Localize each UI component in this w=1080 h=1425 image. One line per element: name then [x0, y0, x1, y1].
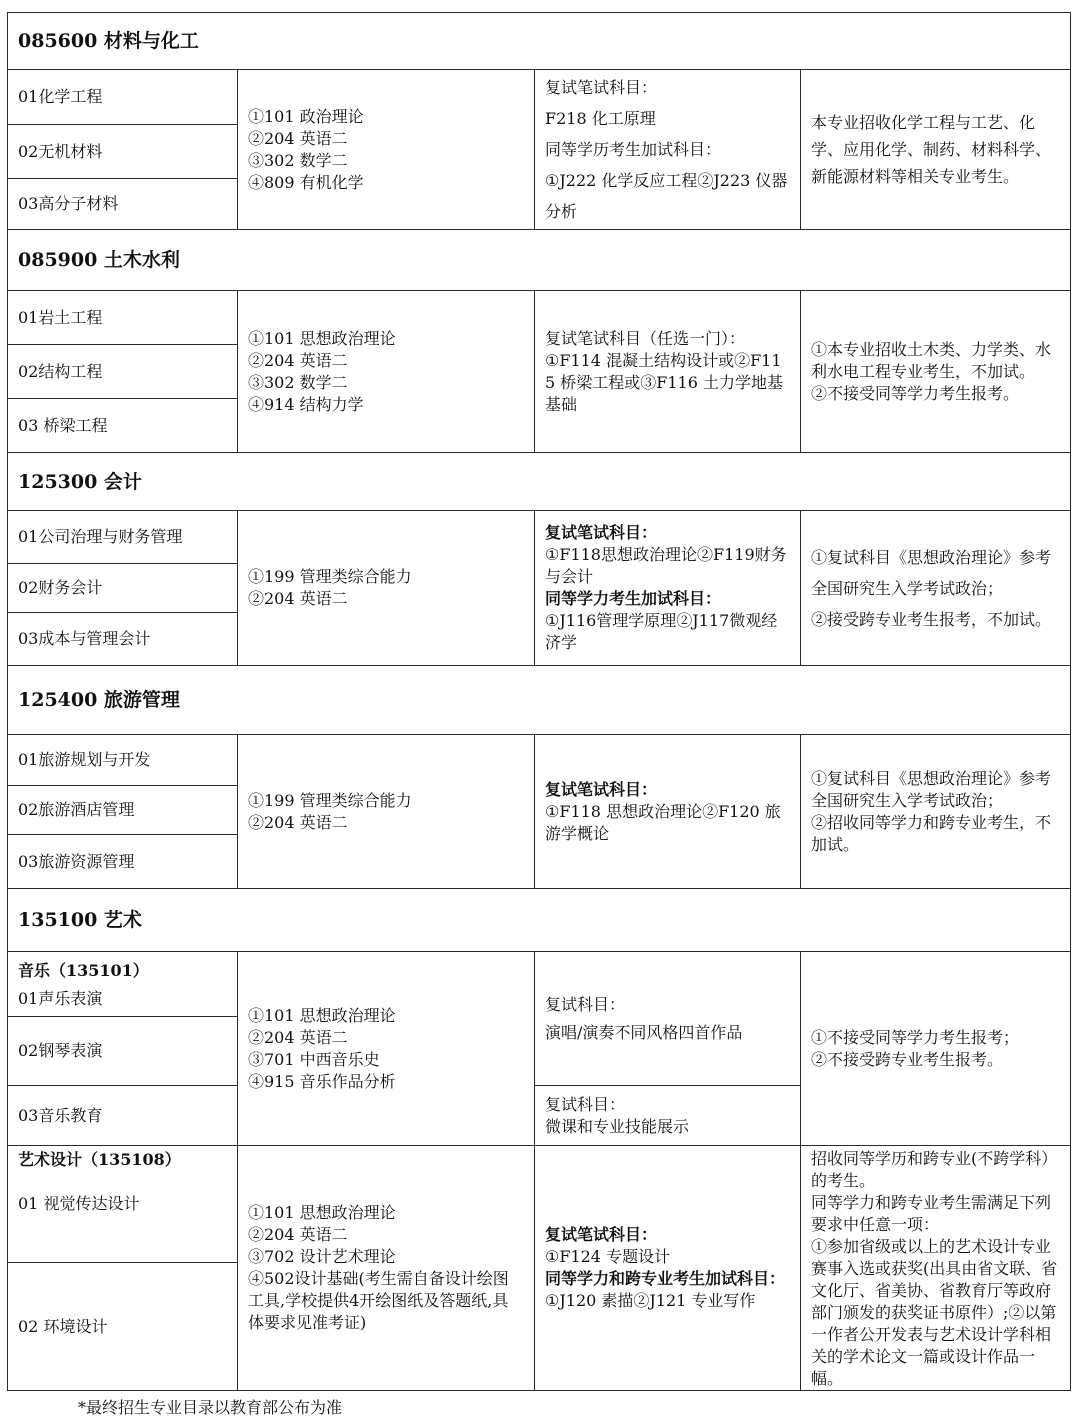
- subject-cell: 03成本与管理会计: [8, 613, 238, 666]
- exam-item: ①101 思想政治理论: [248, 1203, 396, 1222]
- exam-item: ④915 音乐作品分析: [248, 1071, 396, 1091]
- exam-item: ②204 英语二: [248, 128, 348, 148]
- exam-item: ③302 数学二: [248, 150, 348, 170]
- exam-item: ③701 中西音乐史: [248, 1049, 380, 1069]
- subject-name: 01 视觉传达设计: [18, 1194, 140, 1213]
- exam-item: ①101 思想政治理论: [248, 328, 396, 348]
- note-item: ①不接受同等学力考生报考；: [811, 1027, 1020, 1047]
- retest-label: 复试笔试科目（任选一门）：: [545, 328, 746, 348]
- retest-cell: [535, 70, 801, 230]
- notes-cell: 本专业招收化学工程与工艺、化学、应用化学、制药、材料科学、新能源材料等相关专业考生。: [801, 70, 1071, 230]
- note-item: 招收同等学历和跨专业(不跨学科）的考生。: [811, 1149, 1058, 1190]
- section-header-row: [8, 230, 1071, 291]
- retest-subject: ①F114 混凝土结构设计或②F115 桥梁工程或③F116 土力学地基基础: [545, 350, 783, 414]
- retest-cell: [535, 1146, 801, 1391]
- exam-item: ④809 有机化学: [248, 172, 364, 192]
- notes-cell: [801, 1146, 1071, 1391]
- note-item: ①本专业招收土木类、力学类、水利水电工程专业考生，不加试。: [811, 339, 1052, 381]
- retest-label: 复试科目：: [545, 1094, 626, 1114]
- exam-subjects-cell: [238, 70, 535, 230]
- retest-label: 复试笔试科目：: [545, 523, 658, 542]
- extra-test-label: 同等学历考生加试科目：: [545, 140, 722, 159]
- retest-cell: [535, 291, 801, 453]
- retest-subject: ①F118 思想政治理论②F120 旅游学概论: [545, 801, 781, 843]
- extra-test-subject: ①J120 素描②J121 专业写作: [545, 1291, 756, 1310]
- retest-subject: ①F124 专题设计: [545, 1247, 671, 1266]
- subject-cell: [8, 1146, 238, 1263]
- section-title: 125400 旅游管理: [8, 666, 1071, 735]
- subject-cell: [8, 952, 238, 1017]
- footnote: *最终招生专业目录以教育部公布为准: [78, 1398, 343, 1417]
- retest-cell: [535, 735, 801, 889]
- note-item: ②招收同等学力和跨专业考生，不加试。: [811, 812, 1052, 854]
- note-item: 同等学力和跨专业考生需满足下列要求中任意一项：: [811, 1193, 1052, 1234]
- section-header-row: [8, 453, 1071, 511]
- exam-item: ④914 结构力学: [248, 394, 364, 414]
- exam-item: ③302 数学二: [248, 372, 348, 392]
- subject-cell: 01岩土工程: [8, 291, 238, 345]
- exam-item: ②204 英语二: [248, 589, 348, 608]
- notes-cell: [801, 291, 1071, 453]
- exam-item: ③702 设计艺术理论: [248, 1247, 396, 1266]
- extra-test-subject: ①J222 化学反应工程②J223 仪器分析: [545, 171, 788, 221]
- retest-label: 复试笔试科目：: [545, 78, 658, 97]
- design-group-title: 艺术设计（135108）: [18, 1150, 181, 1169]
- extra-test-label: 同等学力考生加试科目：: [545, 589, 722, 608]
- section-header-row: [8, 666, 1071, 735]
- section-header-row: [8, 889, 1071, 952]
- note-item: ②不接受跨专业考生报考。: [811, 1049, 1004, 1069]
- note-item: ①复试科目《思想政治理论》参考全国研究生入学考试政治；: [811, 547, 1052, 598]
- section-title: 085600 材料与化工: [8, 13, 1071, 70]
- admission-catalog-table: [7, 12, 1071, 1391]
- extra-test-label: 同等学力和跨专业考生加试科目：: [545, 1269, 786, 1288]
- table-row: [8, 291, 1071, 345]
- extra-test-subject: ①J116管理学原理②J117微观经济学: [545, 611, 778, 652]
- exam-item: ②204 英语二: [248, 1225, 348, 1244]
- subject-cell: 01化学工程: [8, 70, 238, 125]
- notes-cell: [801, 952, 1071, 1146]
- note-item: ②不接受同等学力考生报考。: [811, 383, 1020, 403]
- subject-cell: 02财务会计: [8, 564, 238, 613]
- subject-cell: 01公司治理与财务管理: [8, 511, 238, 564]
- subject-cell: 03音乐教育: [8, 1086, 238, 1146]
- exam-item: ②204 英语二: [248, 350, 348, 370]
- retest-cell: [535, 511, 801, 666]
- exam-item: ①101 政治理论: [248, 106, 364, 126]
- retest-cell: [535, 952, 801, 1086]
- section-header-row: [8, 13, 1071, 70]
- exam-subjects-cell: [238, 291, 535, 453]
- exam-subjects-cell: [238, 1146, 535, 1391]
- subject-cell: 02旅游酒店管理: [8, 786, 238, 835]
- note-item: ①复试科目《思想政治理论》参考全国研究生入学考试政治；: [811, 768, 1052, 810]
- exam-item: ④502设计基础(考生需自备设计绘图工具,学校提供4开绘图纸及答题纸,具体要求见准考证): [248, 1269, 509, 1332]
- retest-subject: 微课和专业技能展示: [545, 1116, 690, 1136]
- exam-item: ①199 管理类综合能力: [248, 567, 412, 586]
- subject-cell: 02结构工程: [8, 345, 238, 399]
- exam-subjects-cell: [238, 511, 535, 666]
- subject-cell: 02 环境设计: [8, 1263, 238, 1391]
- retest-label: 复试科目：: [545, 994, 626, 1014]
- subject-cell: 02钢琴表演: [8, 1017, 238, 1086]
- note-item: ②接受跨专业考生报考，不加试。: [811, 609, 1052, 629]
- section-title: 085900 土木水利: [8, 230, 1071, 291]
- table-row: [8, 70, 1071, 125]
- exam-item: ②204 英语二: [248, 1027, 348, 1047]
- notes-cell: [801, 735, 1071, 889]
- table-row: [8, 952, 1071, 1017]
- exam-subjects-cell: [238, 952, 535, 1146]
- retest-subject: 演唱/演奏不同风格四首作品: [545, 1022, 743, 1042]
- note-item: ①参加省级或以上的艺术设计专业赛事入选或获奖(出具由省文联、省文化厅、省美协、省教育厅等政府部门颁发的获奖证书原件）;②以第一作者公开发表与艺术设计学科相关的学术论文一篇或设计作品一幅。: [811, 1237, 1058, 1388]
- subject-cell: 01旅游规划与开发: [8, 735, 238, 786]
- retest-cell: [535, 1086, 801, 1146]
- retest-subject: ①F118思想政治理论②F119财务与会计: [545, 545, 787, 586]
- subject-cell: 02无机材料: [8, 125, 238, 179]
- section-title: 135100 艺术: [8, 889, 1071, 952]
- exam-item: ①101 思想政治理论: [248, 1005, 396, 1025]
- retest-label: 复试笔试科目：: [545, 1225, 658, 1244]
- subject-cell: 03旅游资源管理: [8, 835, 238, 889]
- exam-subjects-cell: [238, 735, 535, 889]
- table-row: [8, 511, 1071, 564]
- music-group-title: 音乐（135101）: [18, 961, 149, 980]
- exam-item: ①199 管理类综合能力: [248, 790, 412, 810]
- exam-item: ②204 英语二: [248, 812, 348, 832]
- subject-name: 01声乐表演: [18, 989, 103, 1008]
- subject-cell: 03高分子材料: [8, 179, 238, 230]
- table-row: [8, 1146, 1071, 1263]
- subject-cell: 03 桥梁工程: [8, 399, 238, 453]
- retest-subject: F218 化工原理: [545, 109, 656, 128]
- table-row: [8, 735, 1071, 786]
- notes-cell: [801, 511, 1071, 666]
- section-title: 125300 会计: [8, 453, 1071, 511]
- retest-label: 复试笔试科目：: [545, 779, 658, 799]
